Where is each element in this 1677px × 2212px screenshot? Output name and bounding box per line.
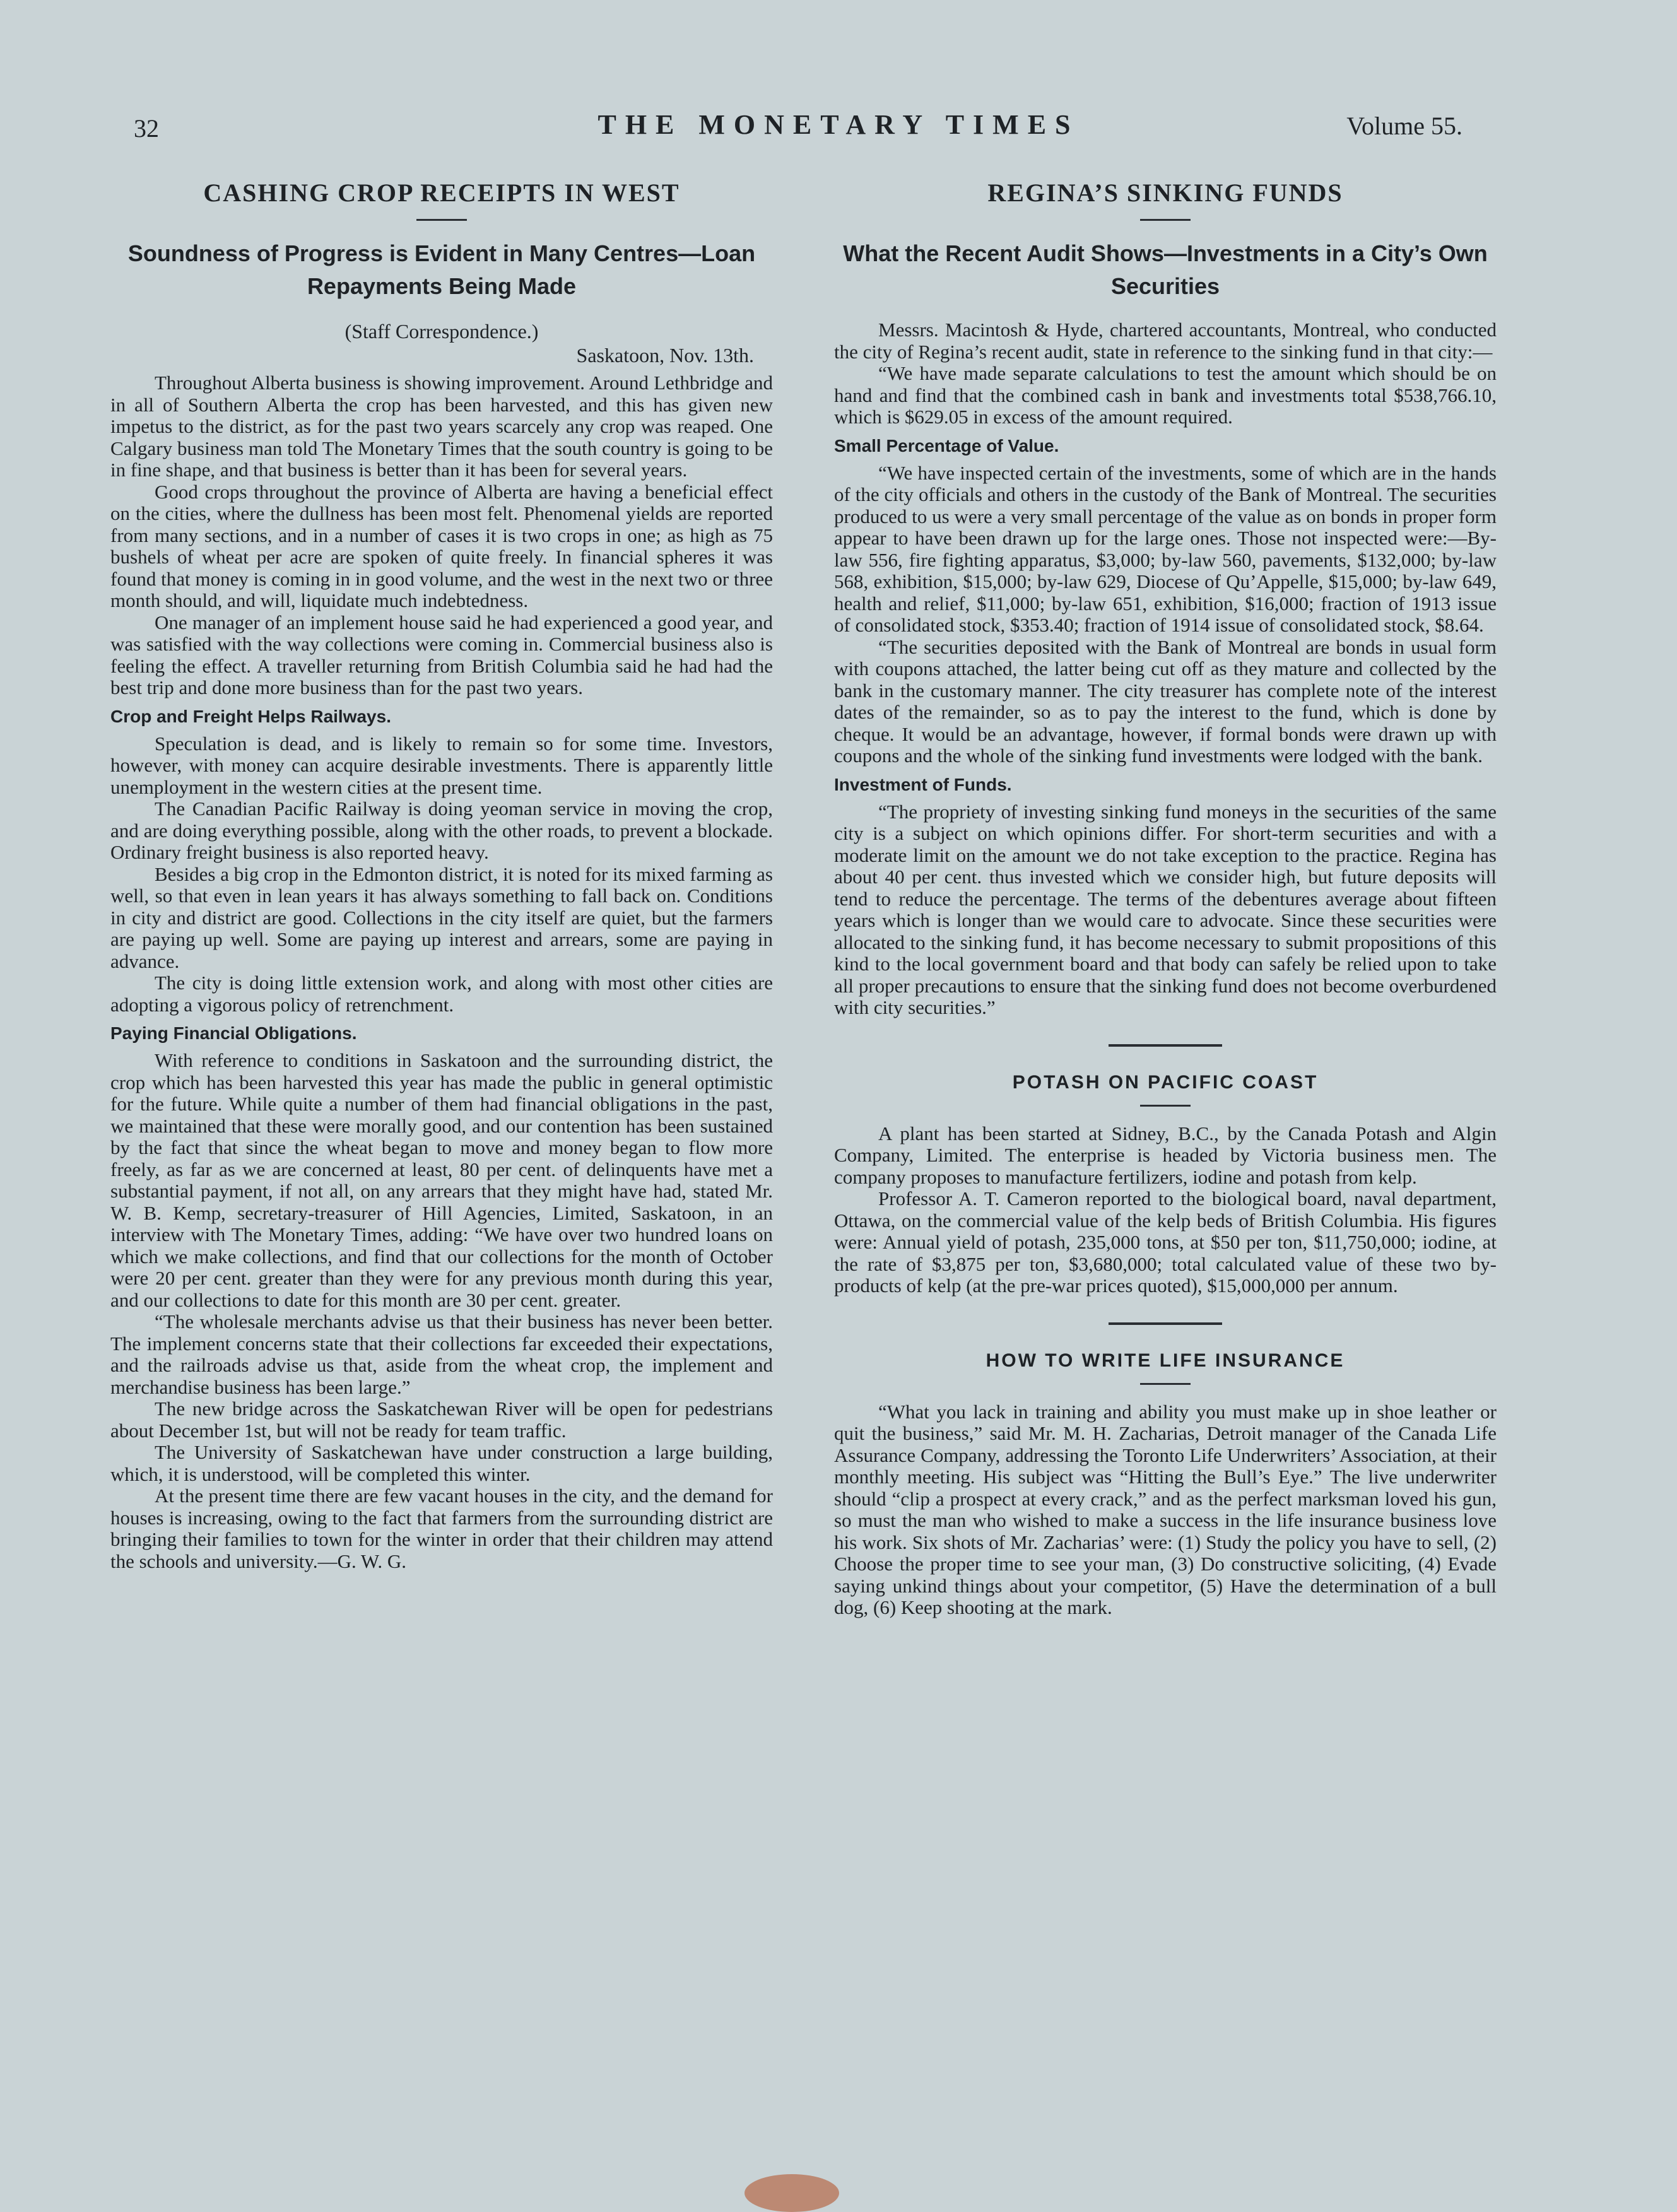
paragraph: “The wholesale merchants advise us that their business has never been better. The implement concerns state that their collections far exceeded their expectations, and the railroads advise us that, aside from the wheat crop, the implement and merchandise business has been large.” bbox=[110, 1310, 773, 1398]
paragraph: Messrs. Macintosh & Hyde, chartered accountants, Montreal, who conducted the city of Regina’s recent audit, state in reference to the sinking fund in that city:— bbox=[834, 319, 1497, 363]
section-heading-small-percentage: Small Percentage of Value. bbox=[834, 435, 1059, 456]
section-heading-investment: Investment of Funds. bbox=[834, 774, 1012, 794]
divider bbox=[1140, 1383, 1191, 1385]
section-heading-crop-freight: Crop and Freight Helps Railways. bbox=[110, 706, 391, 726]
paragraph: The new bridge across the Saskatchewan River will be open for pedestrians about December 1st, but will not be ready for team traffic. bbox=[110, 1397, 773, 1442]
divider bbox=[1140, 219, 1191, 221]
paragraph: At the present time there are few vacant houses in the city, and the demand for houses is increasing, owing to the fact that farmers from the surrounding district are bringing their families to town for the winter in order that their children may attend the schools and university.—G. W. G. bbox=[110, 1485, 773, 1572]
paragraph: With reference to conditions in Saskatoon and the surrounding district, the crop which has been harvested this year has made the public in general optimistic for the future. While quite a number of them had financial obligations in the past, we maintained that these were morally good, and our contention has been sustained by the fact that since the wheat began to move and money began to flow more freely, as far as we are concerned at least, 80 per cent. of delinquents have met a substantial payment, if not all, on any arrears that they might have had, stated Mr. W. B. Kemp, secretary-treasurer of Hill Agencies, Limited, Saskatoon, in an interview with The Monetary Times, adding: “We have over two hundred loans on which we make collections, and find that our collections for the month of October were 20 per cent. greater than they were for any previous month during this year, and our collections to date for this month are 30 per cent. greater. bbox=[110, 1049, 773, 1311]
article-subtitle-crop-receipts: Soundness of Progress is Evident in Many Centres—Loan Repayments Being Made bbox=[127, 240, 756, 299]
paragraph: The Canadian Pacific Railway is doing yeoman service in moving the crop, and are doing everything possible, along with the other roads, to prevent a blockade. Ordinary freight business is also reported heavy. bbox=[110, 797, 773, 863]
paragraph: “The propriety of investing sinking fund moneys in the securities of the same city is a subject on which opinions differ. For short-term securities and with a moderate limit on the amount we do not take exception to the practice. Regina has about 40 per cent. thus invested which we consider high, but future deposits will tend to reduce the percentage. The terms of the debentures average about fifteen years which is longer than we would care to advocate. Since these securities were allocated to the sinking fund, it has become necessary to submit propositions of this kind to the local government board and that body can safely be relied upon to take all proper precautions to ensure that the sinking fund does not become overburdened with city securities.” bbox=[834, 800, 1497, 1018]
paragraph: “The securities deposited with the Bank of Montreal are bonds in usual form with coupons attached, the latter being cut off as they mature and collected by the bank in the customary manner. The city treasurer has complete note of the interest dates of the remainder, so as to pay the interest to the fund, which is done by cheque. It would be an advantage, however, if formal bonds were drawn up with coupons and the whole of the sinking fund investments were lodged with the bank. bbox=[834, 635, 1497, 767]
paragraph: “We have made separate calculations to test the amount which should be on hand and find that the combined cash in bank and investments total $538,766.10, which is $629.05 in excess of the amount required. bbox=[834, 362, 1497, 428]
page-number: 32 bbox=[134, 114, 159, 143]
section-divider bbox=[1109, 1322, 1222, 1325]
volume-label: Volume 55. bbox=[1346, 112, 1462, 140]
right-column bbox=[834, 178, 1497, 1619]
paragraph: “What you lack in training and ability you must make up in shoe leather or quit the business,” said Mr. M. H. Zacharias, Detroit manager of the Canada Life Assurance Company, addressing the Toronto Life Underwriters’ Association, at their monthly meeting. His subject was “Hitting the Bull’s Eye.” The live underwriter should “clip a prospect at every crack,” and as the perfect marksman loved his gun, so must the man who wished to make a success in the life insurance business love his work. Six shots of Mr. Zacharias’ were: (1) Study the policy you have to sell, (2) Choose the proper time to see your man, (3) Do constructive soliciting, (4) Evade saying unkind things about your competitor, (5) Have the determination of a bull dog, (6) Keep shooting at the mark. bbox=[834, 1400, 1497, 1618]
paragraph: Throughout Alberta business is showing improvement. Around Lethbridge and in all of Southern Alberta the crop has been harvested, and this has given new impetus to the district, as for the past two years scarcely any crop was reaped. One Calgary business man told The Monetary Times that the south country is going to be in fine shape, and that business is better than it has been for several years. bbox=[110, 372, 773, 481]
paragraph: Besides a big crop in the Edmonton district, it is noted for its mixed farming as well, so that even in lean years it has always something to fall back on. Conditions in city and district are good. Collections in the city itself are quiet, but the farmers are paying up well. Some are paying up interest and arrears, some are paying in advance. bbox=[110, 862, 773, 972]
paragraph: “We have inspected certain of the investments, some of which are in the hands of the city officials and others in the custody of the Bank of Montreal. The securities produced to us were a very small percentage of the value as on bonds in proper form appear to have been drawn up for the large ones. Those not inspected were:—By-law 556, fire fighting apparatus, $3,000; by-law 560, pavements, $132,000; by-law 568, exhibition, $15,000; by-law 629, Diocese of Qu’Appelle, $15,000; by-law 649, health and relief, $11,000; by-law 651, exhibition, $16,000; fraction of 1913 issue of consolidated stock, $353.40; fraction of 1914 issue of consolidated stock, $8.64. bbox=[834, 461, 1497, 636]
divider bbox=[1140, 1105, 1191, 1107]
running-head bbox=[0, 106, 1677, 156]
paragraph: A plant has been started at Sidney, B.C., by the Canada Potash and Algin Company, Limited. The enterprise is headed by Victoria business men. The company proposes to manufacture fertilizers, iodine and potash from kelp. bbox=[834, 1122, 1497, 1188]
article-title-sinking-funds: REGINA’S SINKING FUNDS bbox=[987, 179, 1343, 207]
divider bbox=[416, 219, 467, 221]
binding-stain bbox=[744, 2174, 839, 2212]
paragraph: Good crops throughout the province of Alberta are having a beneficial effect on the cities, where the dullness has been most felt. Phenomenal yields are reported from many sections, and in a number of cases it is two crops in one; as high as 75 bushels of wheat per acre are spoken of quite freely. In financial spheres it was found that money is coming in in good volume, and the west in the next two or three month should, and will, liquidate much indebtedness. bbox=[110, 480, 773, 611]
byline: (Staff Correspondence.) bbox=[344, 320, 539, 343]
left-column bbox=[110, 178, 773, 1572]
paragraph: The city is doing little extension work, and along with most other cities are adopting a vigorous policy of retrenchment. bbox=[110, 972, 773, 1016]
paragraph: Professor A. T. Cameron reported to the biological board, naval department, Ottawa, on the commercial value of the kelp beds of British Columbia. His figures were: Annual yield of potash, 235,000 tons, at $50 per ton, $11,750,000; iodine, at the rate of $3,875 per ton, $3,680,000; total calculated value of these two by-products of kelp (at the pre-war prices quoted), $15,000,000 per annum. bbox=[834, 1187, 1497, 1297]
article-title-life-insurance: HOW TO WRITE LIFE INSURANCE bbox=[986, 1350, 1345, 1371]
section-heading-paying-obligations: Paying Financial Obligations. bbox=[110, 1023, 357, 1043]
paragraph: The University of Saskatchewan have under construction a large building, which, it is understood, will be completed this winter. bbox=[110, 1441, 773, 1485]
paragraph: One manager of an implement house said he had experienced a good year, and was satisfied with the way collections were coming in. Commercial business also is feeling the effect. A traveller returning from British Columbia said he had had the best trip and done more business than for the past two years. bbox=[110, 611, 773, 698]
section-divider bbox=[1109, 1044, 1222, 1047]
dateline: Saskatoon, Nov. 13th. bbox=[576, 344, 754, 367]
paragraph: Speculation is dead, and is likely to remain so for some time. Investors, however, with money can acquire desirable investments. There is apparently little unemployment in the western cities at the present time. bbox=[110, 732, 773, 798]
article-subtitle-sinking-funds: What the Recent Audit Shows—Investments in a City’s Own Securities bbox=[843, 240, 1488, 299]
article-title-crop-receipts: CASHING CROP RECEIPTS IN WEST bbox=[203, 179, 680, 207]
article-title-potash: POTASH ON PACIFIC COAST bbox=[1012, 1071, 1319, 1093]
masthead: THE MONETARY TIMES bbox=[597, 109, 1080, 140]
